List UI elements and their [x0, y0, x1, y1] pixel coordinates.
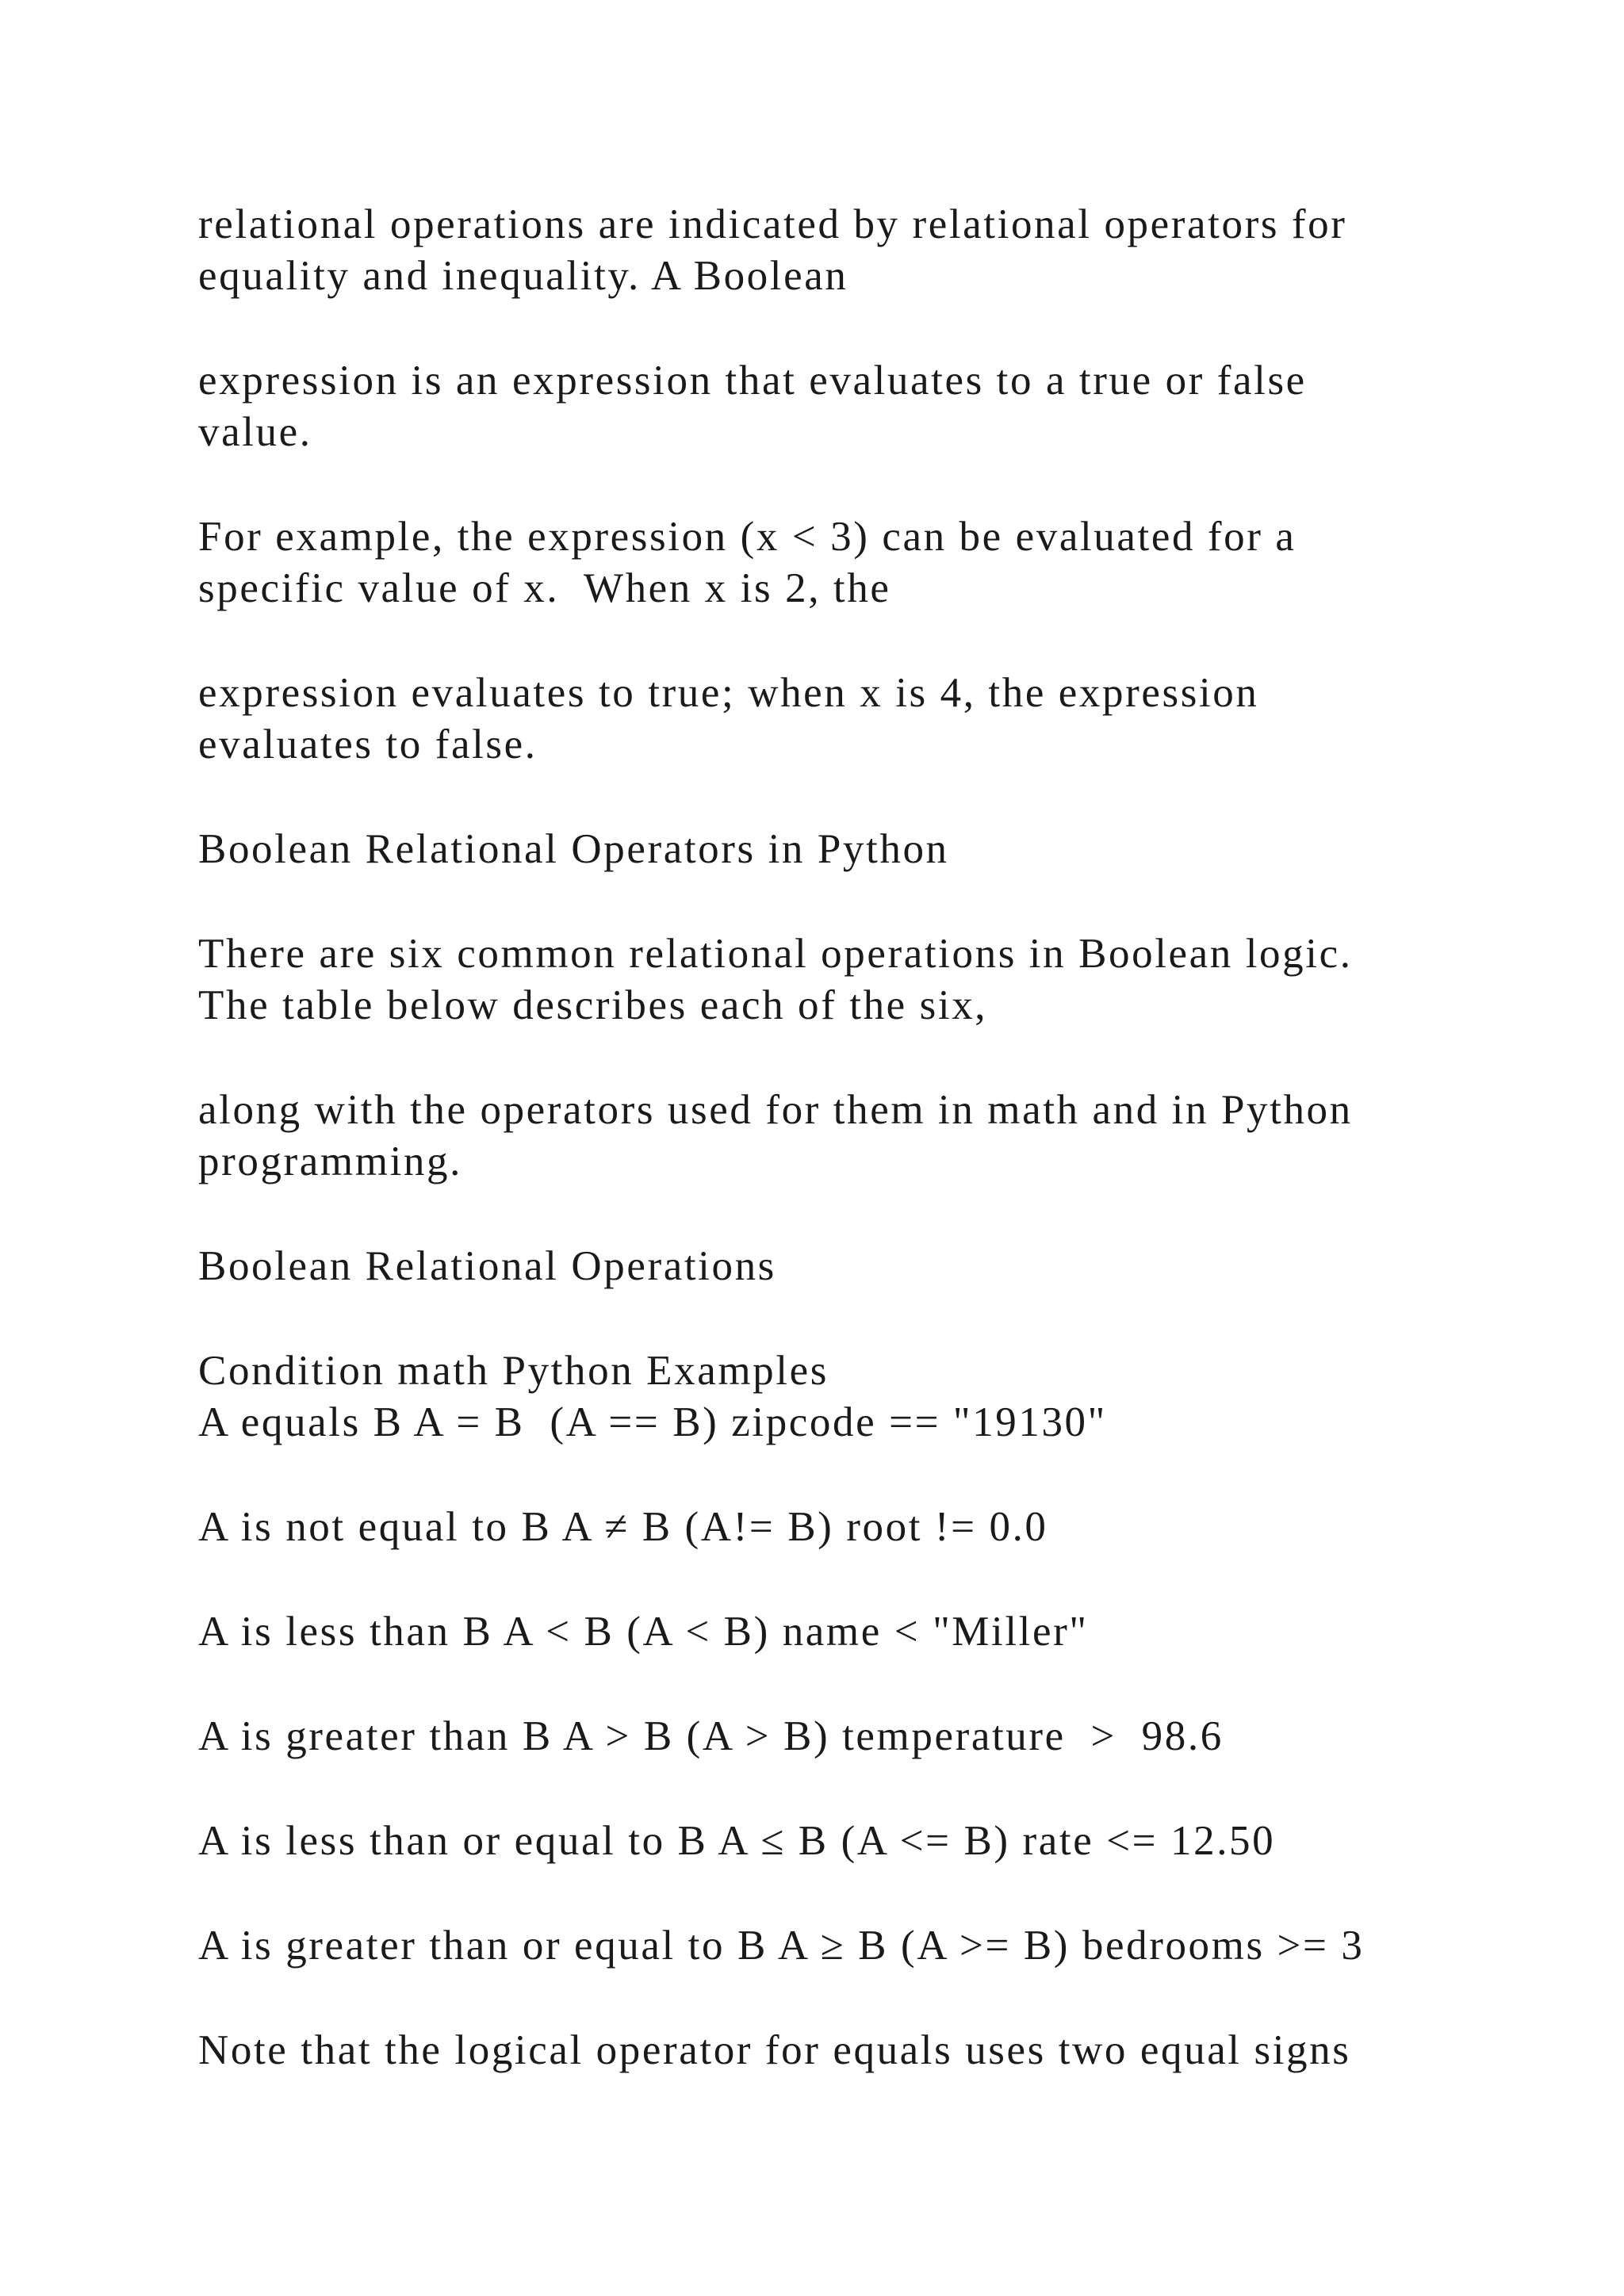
table-row: A is greater than B A > B (A > B) temperature > 98.6 — [198, 1713, 1224, 1759]
paragraph-line: specific value of x. When x is 2, the — [198, 565, 891, 611]
table-header: Condition math Python Examples — [198, 1348, 829, 1394]
paragraph-line: There are six common relational operations in Boolean logic. — [198, 931, 1353, 977]
paragraph-line: equality and inequality. A Boolean — [198, 253, 848, 299]
table-row: A is greater than or equal to B A ≥ B (A >= B) bedrooms >= 3 — [198, 1923, 1365, 1969]
paragraph-line: The table below describes each of the six, — [198, 982, 988, 1028]
paragraph-line: evaluates to false. — [198, 721, 538, 767]
paragraph-line: For example, the expression (x < 3) can be evaluated for a — [198, 514, 1297, 560]
section-heading: Boolean Relational Operators in Python — [198, 826, 949, 872]
paragraph-line: relational operations are indicated by relational operators for — [198, 201, 1347, 247]
paragraph-line: along with the operators used for them in math and in Python — [198, 1087, 1353, 1133]
paragraph-line: expression evaluates to true; when x is 4, the expression — [198, 670, 1259, 716]
table-row: A is less than B A < B (A < B) name < "Miller" — [198, 1609, 1089, 1655]
paragraph-line: value. — [198, 409, 312, 455]
paragraph-line: programming. — [198, 1138, 462, 1184]
table-row: A is less than or equal to B A ≤ B (A <= B) rate <= 12.50 — [198, 1818, 1276, 1864]
table-row: A equals B A = B (A == B) zipcode == "19130" — [198, 1399, 1107, 1445]
table-title: Boolean Relational Operations — [198, 1243, 776, 1289]
table-row: A is not equal to B A ≠ B (A!= B) root != 0.0 — [198, 1504, 1048, 1550]
paragraph-line: Note that the logical operator for equals uses two equal signs — [198, 2027, 1351, 2073]
paragraph-line: expression is an expression that evaluates to a true or false — [198, 358, 1307, 404]
